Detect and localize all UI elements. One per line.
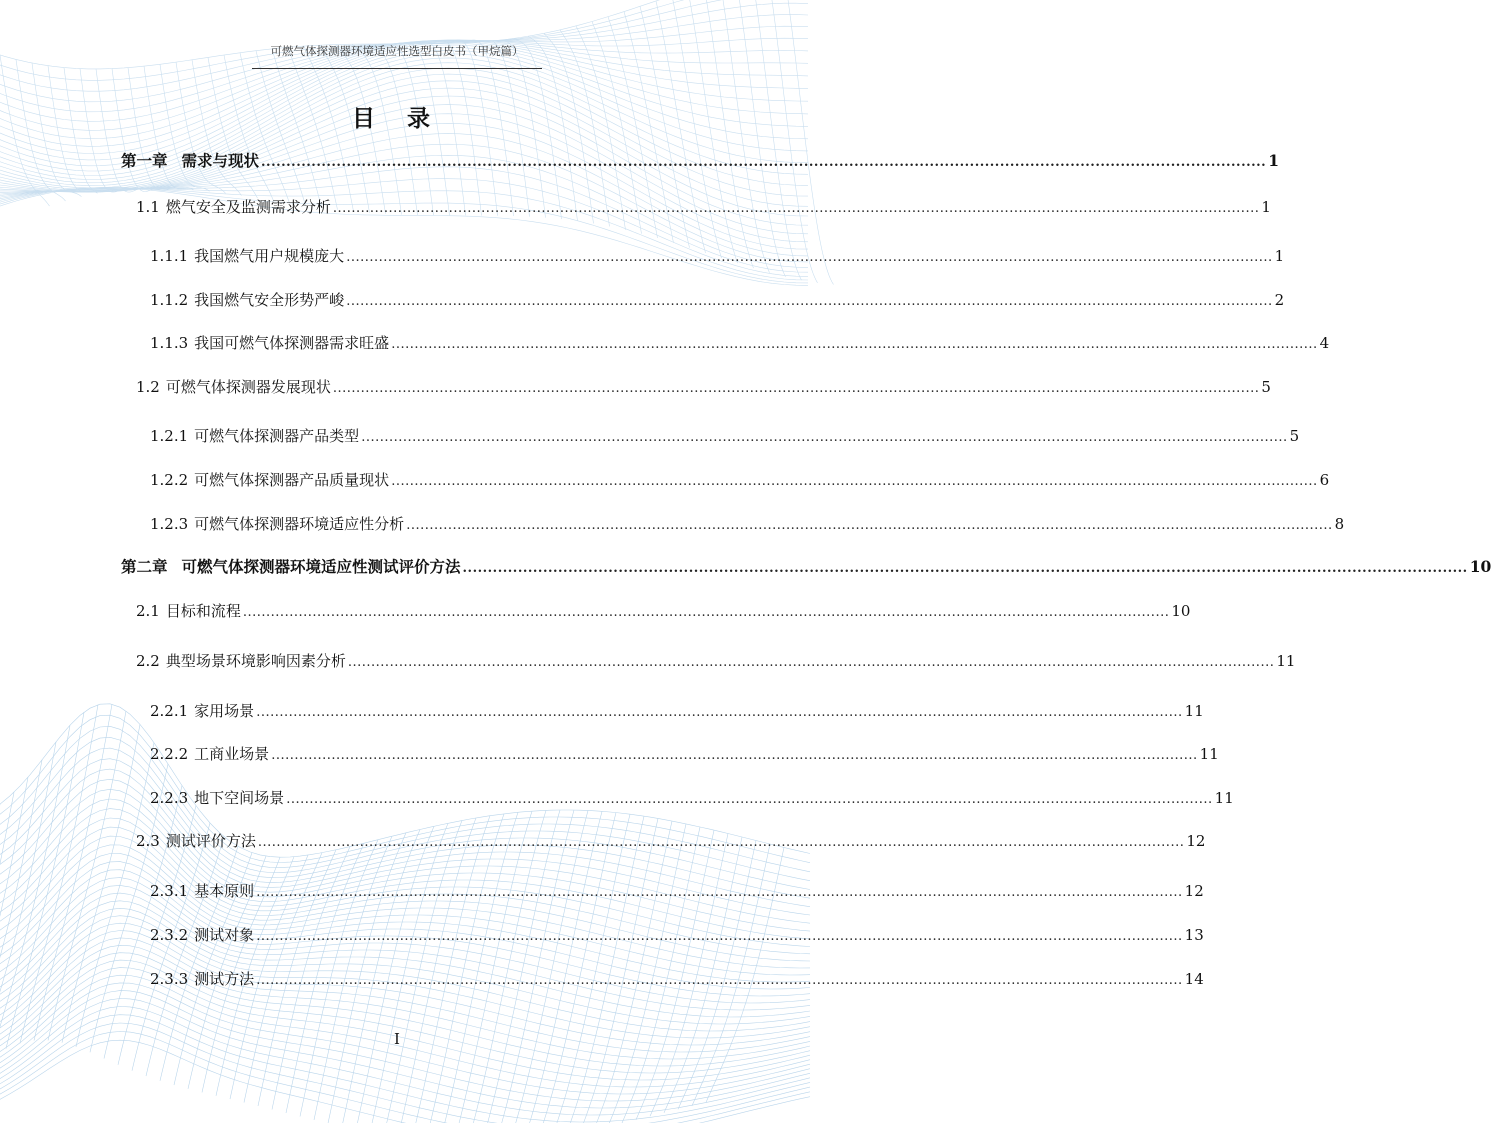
running-header [252, 40, 542, 69]
toc-entry-page: 14 [1184, 970, 1204, 988]
toc-entry-text: 可燃气体探测器产品质量现状 [194, 471, 390, 489]
toc-entry-page: 1 [1274, 247, 1285, 265]
header-title: 可燃气体探测器环境适应性选型白皮书（甲烷篇） [270, 44, 524, 58]
toc-entry-page: 11 [1214, 789, 1234, 807]
toc-entry-text: 可燃气体探测器环境适应性测试评价方法 [181, 557, 461, 576]
toc-entry-leader: ........................................................................................................................................................................................................ [286, 792, 1213, 807]
toc-entry-page: 12 [1184, 882, 1204, 900]
toc-entry[interactable] [150, 924, 1204, 946]
toc-entry[interactable] [150, 787, 1234, 809]
toc-entry-number: 1.1.3 [150, 334, 189, 352]
toc-entry-text: 测试评价方法 [165, 832, 256, 850]
toc-entry-text: 燃气安全及监测需求分析 [165, 198, 331, 216]
toc-entry-leader: ........................................................................................................................................................................................................ [256, 973, 1183, 988]
toc-entry-leader: ........................................................................................................................................................................................................ [261, 155, 1267, 170]
toc-entry-leader: ........................................................................................................................................................................................................ [346, 250, 1273, 265]
toc-entry-number: 1.2.3 [150, 515, 189, 533]
toc-entry-number: 2.2.2 [150, 745, 189, 763]
toc-entry-text: 测试方法 [194, 970, 255, 988]
toc-entry[interactable] [136, 830, 1206, 852]
toc-entry[interactable] [150, 968, 1204, 990]
toc-heading: 目 录 [351, 105, 442, 132]
toc-entry[interactable] [121, 556, 1491, 578]
toc-entry-text: 基本原则 [194, 882, 255, 900]
toc-entry-number: 2.2.1 [150, 702, 189, 720]
toc-entry-page: 4 [1319, 334, 1330, 352]
toc-entry-text: 可燃气体探测器产品类型 [194, 427, 360, 445]
toc-entry[interactable] [121, 150, 1280, 172]
toc-entry-page: 6 [1319, 471, 1330, 489]
toc-entry-leader: ........................................................................................................................................................................................................ [462, 561, 1468, 576]
toc-entry[interactable] [150, 469, 1330, 491]
toc-entry-leader: ........................................................................................................................................................................................................ [242, 605, 1170, 620]
toc-entry-text: 典型场景环境影响因素分析 [165, 652, 346, 670]
toc-entry-number: 第一章 [121, 151, 168, 170]
toc-entry-text: 可燃气体探测器发展现状 [165, 378, 331, 396]
toc-entry-page: 11 [1199, 745, 1219, 763]
toc-entry-number: 2.2 [136, 652, 160, 670]
toc-entry[interactable] [136, 600, 1191, 622]
toc-entry-number: 2.1 [136, 602, 160, 620]
toc-entry[interactable] [150, 289, 1285, 311]
toc-entry-text: 我国燃气安全形势严峻 [194, 291, 345, 309]
toc-entry-text: 目标和流程 [165, 602, 241, 620]
toc-entry-number: 1.2 [136, 378, 160, 396]
toc-entry-page: 13 [1184, 926, 1204, 944]
toc-entry-leader: ........................................................................................................................................................................................................ [391, 474, 1318, 489]
toc-entry-page: 2 [1274, 291, 1285, 309]
toc-entry-number: 1.1.1 [150, 247, 189, 265]
toc-entry[interactable] [150, 700, 1204, 722]
toc-entry-leader: ........................................................................................................................................................................................................ [332, 201, 1260, 216]
toc-entry-page: 1 [1268, 151, 1280, 170]
toc-entry-page: 1 [1261, 198, 1271, 216]
toc-entry-leader: ........................................................................................................................................................................................................ [257, 835, 1185, 850]
toc-entry-text: 家用场景 [194, 702, 255, 720]
toc-entry-leader: ........................................................................................................................................................................................................ [256, 885, 1183, 900]
toc-entry-text: 测试对象 [194, 926, 255, 944]
toc-entry-leader: ........................................................................................................................................................................................................ [332, 381, 1260, 396]
page-number: I [394, 1030, 400, 1048]
toc-entry-text: 我国燃气用户规模庞大 [194, 247, 345, 265]
toc-entry-number: 2.3.1 [150, 882, 189, 900]
toc-entry-number: 1.2.1 [150, 427, 189, 445]
toc-entry-number: 第二章 [121, 557, 168, 576]
toc-entry-number: 1.1.2 [150, 291, 189, 309]
toc-entry-leader: ........................................................................................................................................................................................................ [361, 430, 1288, 445]
toc-entry-text: 工商业场景 [194, 745, 270, 763]
toc-entry-text: 需求与现状 [181, 151, 260, 170]
toc-entry[interactable] [150, 245, 1285, 267]
toc-entry[interactable] [136, 196, 1271, 218]
toc-entry-page: 10 [1171, 602, 1191, 620]
toc-entry[interactable] [136, 650, 1296, 672]
toc-entry[interactable] [150, 743, 1219, 765]
toc-entry-leader: ........................................................................................................................................................................................................ [256, 929, 1183, 944]
toc-entry-number: 2.2.3 [150, 789, 189, 807]
toc-entry[interactable] [150, 332, 1330, 354]
toc-entry-leader: ........................................................................................................................................................................................................ [406, 518, 1333, 533]
toc-entry-number: 1.2.2 [150, 471, 189, 489]
toc-entry-text: 地下空间场景 [194, 789, 285, 807]
toc-entry-number: 1.1 [136, 198, 160, 216]
toc-entry[interactable] [150, 513, 1345, 535]
toc-entry-number: 2.3.2 [150, 926, 189, 944]
toc-entry[interactable] [150, 880, 1204, 902]
toc-entry-page: 5 [1261, 378, 1271, 396]
toc-entry-page: 11 [1276, 652, 1296, 670]
toc-entry-number: 2.3.3 [150, 970, 189, 988]
toc-entry-page: 11 [1184, 702, 1204, 720]
toc-entry-number: 2.3 [136, 832, 160, 850]
toc-entry-page: 10 [1469, 557, 1491, 576]
toc-entry-leader: ........................................................................................................................................................................................................ [271, 748, 1198, 763]
toc-entry-leader: ........................................................................................................................................................................................................ [346, 294, 1273, 309]
toc-entry-text: 我国可燃气体探测器需求旺盛 [194, 334, 390, 352]
toc-entry-page: 12 [1186, 832, 1206, 850]
toc-entry[interactable] [150, 425, 1300, 447]
toc-entry-leader: ........................................................................................................................................................................................................ [347, 655, 1275, 670]
toc-entry-page: 5 [1289, 427, 1300, 445]
toc-entry-text: 可燃气体探测器环境适应性分析 [194, 515, 405, 533]
toc-entry-leader: ........................................................................................................................................................................................................ [256, 705, 1183, 720]
toc-entry-leader: ........................................................................................................................................................................................................ [391, 337, 1318, 352]
toc-entry-page: 8 [1334, 515, 1345, 533]
toc-entry[interactable] [136, 376, 1271, 398]
